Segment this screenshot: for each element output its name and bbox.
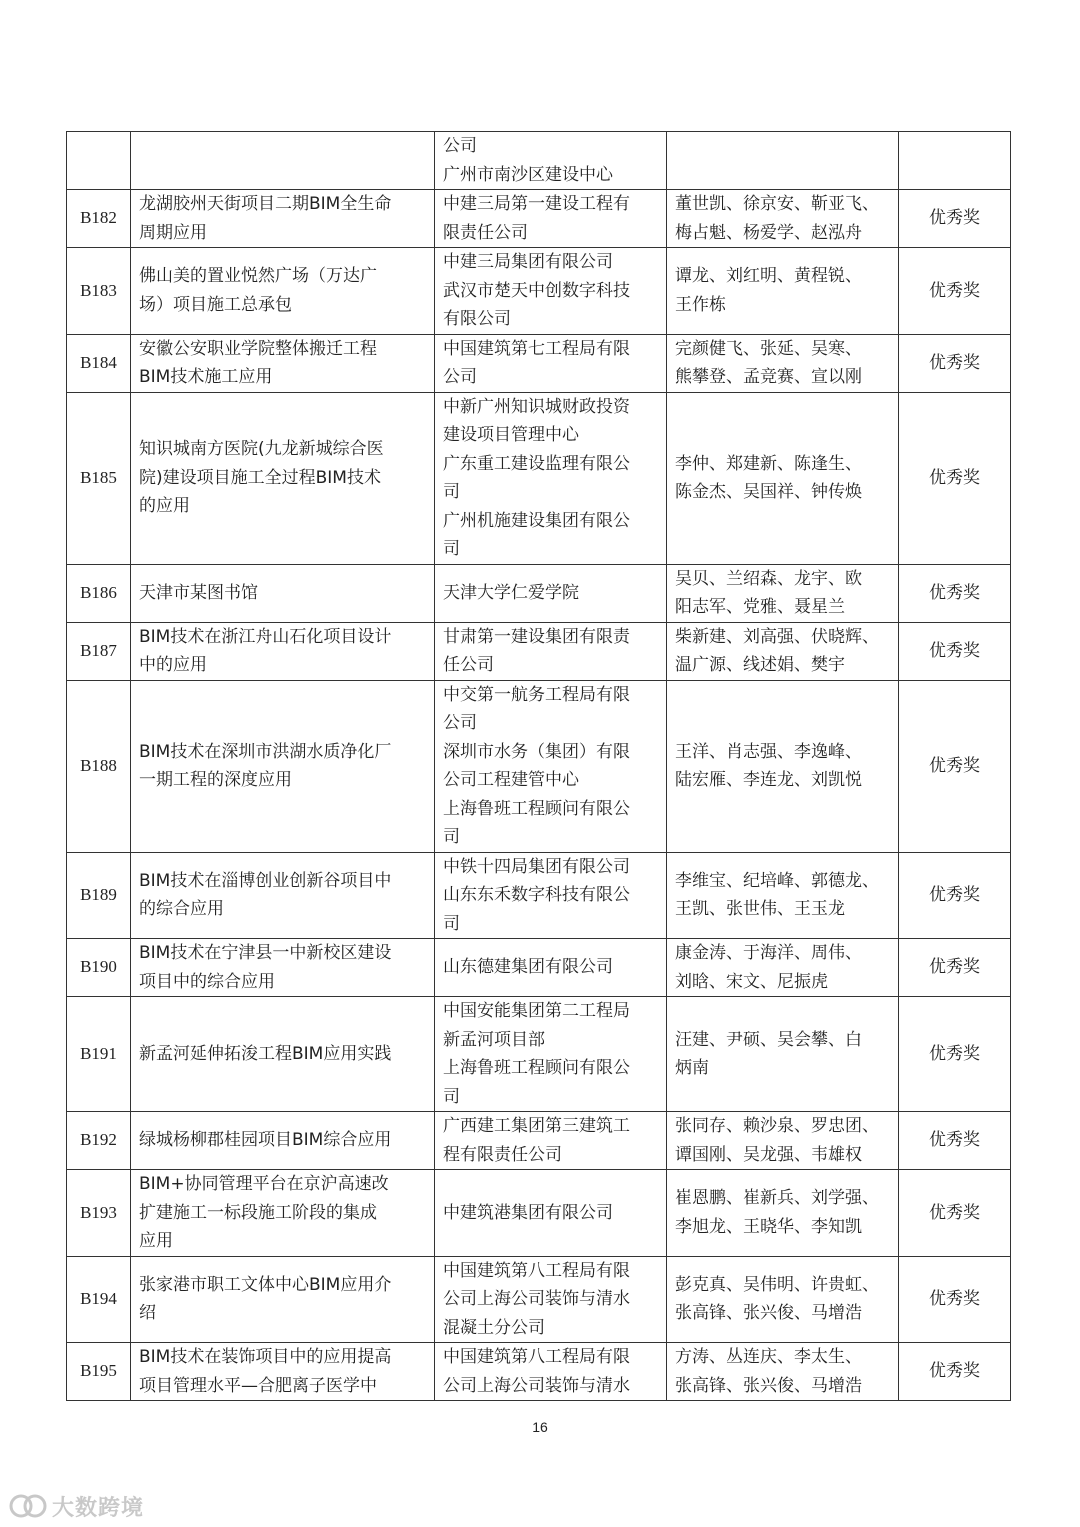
team-members-cell	[667, 622, 899, 680]
project-line: 的应用	[139, 496, 190, 517]
project-id-cell: B183	[67, 248, 131, 335]
table-row	[67, 939, 1011, 997]
organization-cell	[435, 132, 667, 190]
award-cell: 优秀奖	[899, 334, 1011, 392]
project-id-cell: B190	[67, 939, 131, 997]
team-members-cell	[667, 1170, 899, 1257]
awards-table-body	[67, 132, 1011, 1401]
organization-line: 任公司	[443, 655, 494, 675]
page-number: 16	[532, 1419, 548, 1435]
organization-cell	[435, 1170, 667, 1257]
project-id-cell: B191	[67, 997, 131, 1112]
team-members-cell	[667, 248, 899, 335]
organization-line: 公司上海公司装饰与清水	[443, 1375, 630, 1396]
team-members-line: 李维宝、纪培峰、郭德龙、	[675, 870, 879, 891]
table-row	[67, 622, 1011, 680]
project-id-cell: B185	[67, 392, 131, 564]
organization-cell	[435, 622, 667, 680]
organization-line: 限责任公司	[443, 222, 528, 243]
organization-line: 公司工程建管中心	[443, 770, 579, 790]
project-line: 中的应用	[139, 655, 207, 675]
organization-line: 山东东禾数字科技有限公	[443, 885, 630, 905]
project-name-cell	[131, 190, 435, 248]
team-members-line: 汪建、尹硕、吴会攀、白	[675, 1029, 862, 1050]
team-members-line: 熊攀登、孟竞赛、宣以刚	[675, 367, 862, 387]
award-cell: 优秀奖	[899, 1343, 1011, 1401]
team-members-line: 张高锋、张兴俊、马增浩	[675, 1303, 862, 1324]
award-cell: 优秀奖	[899, 852, 1011, 939]
project-line: 院)建设项目施工全过程BIM技术	[139, 467, 381, 488]
team-members-line: 柴新建、刘高强、伏晓辉、	[675, 626, 879, 647]
organization-line: 有限公司	[443, 309, 511, 329]
organization-line: 中国建筑第八工程局有限	[443, 1347, 630, 1367]
team-members-line: 温广源、线述娟、樊宇	[675, 655, 845, 675]
project-name-cell	[131, 334, 435, 392]
project-line: 知识城南方医院(九龙新城综合医	[139, 439, 384, 460]
project-name-cell	[131, 132, 435, 190]
project-line: 绍	[139, 1303, 156, 1324]
organization-line: 武汉市楚天中创数字科技	[443, 280, 630, 301]
organization-line: 程有限责任公司	[443, 1144, 562, 1165]
organization-line: 司	[443, 913, 460, 934]
team-members-cell	[667, 680, 899, 852]
project-id-cell: B184	[67, 334, 131, 392]
organization-cell	[435, 334, 667, 392]
award-cell	[899, 132, 1011, 190]
team-members-cell	[667, 132, 899, 190]
team-members-cell	[667, 334, 899, 392]
table-row	[67, 1343, 1011, 1401]
project-name-cell	[131, 1343, 435, 1401]
project-line: 张家港市职工文体中心BIM应用介	[139, 1274, 392, 1295]
organization-cell	[435, 564, 667, 622]
award-cell: 优秀奖	[899, 1170, 1011, 1257]
team-members-line: 完颜健飞、张延、吴寒、	[675, 338, 862, 359]
organization-line: 中新广州知识城财政投资	[443, 396, 630, 417]
organization-line: 中国建筑第七工程局有限	[443, 338, 630, 359]
project-name-cell	[131, 564, 435, 622]
organization-cell	[435, 190, 667, 248]
project-line: 扩建施工一标段施工阶段的集成	[139, 1202, 377, 1223]
team-members-line: 谭国刚、吴龙强、韦雄权	[675, 1144, 862, 1165]
organization-line: 公司	[443, 136, 477, 156]
organization-cell	[435, 248, 667, 335]
watermark-logo-icon	[8, 1493, 48, 1519]
organization-line: 上海鲁班工程顾问有限公	[443, 798, 630, 819]
project-line: 周期应用	[139, 222, 207, 243]
table-row	[67, 392, 1011, 564]
organization-line: 中铁十四局集团有限公司	[443, 856, 630, 877]
organization-cell	[435, 680, 667, 852]
team-members-line: 谭龙、刘红明、黄程锐、	[675, 266, 862, 287]
table-row	[67, 1112, 1011, 1170]
organization-line: 公司	[443, 713, 477, 733]
table-row	[67, 852, 1011, 939]
team-members-cell	[667, 1112, 899, 1170]
team-members-cell	[667, 392, 899, 564]
organization-line: 司	[443, 1086, 460, 1107]
project-id-cell	[67, 132, 131, 190]
organization-line: 广西建工集团第三建筑工	[443, 1116, 630, 1136]
team-members-cell	[667, 190, 899, 248]
organization-line: 中建筑港集团有限公司	[443, 1202, 613, 1223]
project-line: BIM+协同管理平台在京沪高速改	[139, 1174, 389, 1194]
table-row	[67, 334, 1011, 392]
team-members-line: 张同存、赖沙泉、罗忠团、	[675, 1116, 879, 1136]
table-row	[67, 190, 1011, 248]
organization-line: 甘肃第一建设集团有限责	[443, 626, 630, 647]
project-line: BIM技术在装饰项目中的应用提高	[139, 1347, 392, 1367]
team-members-cell	[667, 939, 899, 997]
project-name-cell	[131, 939, 435, 997]
team-members-cell	[667, 997, 899, 1112]
project-id-cell: B186	[67, 564, 131, 622]
table-row	[67, 997, 1011, 1112]
project-line: 的综合应用	[139, 899, 224, 920]
project-line: BIM技术施工应用	[139, 367, 273, 387]
team-members-line: 陆宏雁、李连龙、刘凯悦	[675, 770, 862, 790]
awards-table	[66, 131, 1011, 1401]
table-row	[67, 1256, 1011, 1343]
project-id-cell: B195	[67, 1343, 131, 1401]
project-line: BIM技术在淄博创业创新谷项目中	[139, 870, 392, 891]
project-line: BIM技术在宁津县一中新校区建设	[139, 943, 392, 963]
team-members-line: 彭克真、吴伟明、许贵虹、	[675, 1274, 879, 1295]
organization-line: 司	[443, 539, 460, 559]
award-cell: 优秀奖	[899, 248, 1011, 335]
project-line: 项目中的综合应用	[139, 971, 275, 992]
team-members-line: 董世凯、徐京安、靳亚飞、	[675, 194, 879, 214]
organization-cell	[435, 852, 667, 939]
project-id-cell: B187	[67, 622, 131, 680]
project-line: 佛山美的置业悦然广场（万达广	[139, 266, 377, 287]
team-members-line: 李仲、郑建新、陈逢生、	[675, 453, 862, 474]
organization-line: 中国安能集团第二工程局	[443, 1001, 630, 1021]
organization-cell	[435, 1112, 667, 1170]
organization-line: 混凝土分公司	[443, 1317, 545, 1338]
organization-line: 公司	[443, 367, 477, 387]
table-row	[67, 1170, 1011, 1257]
award-cell: 优秀奖	[899, 1256, 1011, 1343]
project-name-cell	[131, 680, 435, 852]
team-members-line: 炳南	[675, 1058, 709, 1078]
award-cell: 优秀奖	[899, 680, 1011, 852]
project-name-cell	[131, 248, 435, 335]
project-name-cell	[131, 392, 435, 564]
project-id-cell: B182	[67, 190, 131, 248]
project-line: BIM技术在深圳市洪湖水质净化厂	[139, 741, 392, 762]
project-name-cell	[131, 622, 435, 680]
award-cell: 优秀奖	[899, 1112, 1011, 1170]
organization-line: 上海鲁班工程顾问有限公	[443, 1058, 630, 1078]
organization-line: 中建三局第一建设工程有	[443, 194, 630, 214]
watermark-text: 大数跨境	[52, 1495, 145, 1521]
project-line: 场）项目施工总承包	[139, 294, 292, 315]
team-members-line: 李旭龙、王晓华、李知凯	[675, 1216, 862, 1237]
team-members-line: 王洋、肖志强、李逸峰、	[675, 741, 862, 762]
organization-cell	[435, 392, 667, 564]
organization-cell	[435, 1343, 667, 1401]
organization-line: 天津大学仁爱学院	[443, 582, 579, 603]
organization-line: 中建三局集团有限公司	[443, 252, 613, 272]
project-line: 龙湖胶州天街项目二期BIM全生命	[139, 194, 392, 214]
organization-line: 广州市南沙区建设中心	[443, 164, 613, 185]
project-id-cell: B194	[67, 1256, 131, 1343]
award-cell: 优秀奖	[899, 190, 1011, 248]
award-cell: 优秀奖	[899, 997, 1011, 1112]
project-name-cell	[131, 1256, 435, 1343]
project-name-cell	[131, 852, 435, 939]
team-members-cell	[667, 1343, 899, 1401]
team-members-line: 崔恩鹏、崔新兵、刘学强、	[675, 1188, 879, 1209]
project-line: 绿城杨柳郡桂园项目BIM综合应用	[139, 1130, 392, 1151]
project-id-cell: B189	[67, 852, 131, 939]
table-row	[67, 132, 1011, 190]
award-cell: 优秀奖	[899, 392, 1011, 564]
team-members-line: 王作栋	[675, 294, 726, 315]
project-name-cell	[131, 1112, 435, 1170]
organization-cell	[435, 939, 667, 997]
project-line: BIM技术在浙江舟山石化项目设计	[139, 626, 392, 647]
organization-line: 司	[443, 827, 460, 847]
organization-line: 司	[443, 482, 460, 502]
organization-line: 中交第一航务工程局有限	[443, 684, 630, 705]
award-cell: 优秀奖	[899, 564, 1011, 622]
organization-line: 广东重工建设监理有限公	[443, 453, 630, 474]
table-row	[67, 248, 1011, 335]
award-cell: 优秀奖	[899, 939, 1011, 997]
team-members-line: 刘晗、宋文、尼振虎	[675, 971, 828, 992]
team-members-line: 王凯、张世伟、王玉龙	[675, 899, 845, 920]
organization-line: 深圳市水务（集团）有限	[443, 741, 630, 762]
project-id-cell: B188	[67, 680, 131, 852]
team-members-line: 张高锋、张兴俊、马增浩	[675, 1375, 862, 1396]
project-name-cell	[131, 997, 435, 1112]
team-members-line: 方涛、丛连庆、李太生、	[675, 1347, 862, 1367]
team-members-cell	[667, 852, 899, 939]
team-members-line: 吴贝、兰绍森、龙宇、欧	[675, 568, 862, 589]
project-line: 新孟河延伸拓浚工程BIM应用实践	[139, 1043, 392, 1064]
project-id-cell: B192	[67, 1112, 131, 1170]
project-id-cell: B193	[67, 1170, 131, 1257]
organization-line: 新孟河项目部	[443, 1029, 545, 1050]
project-name-cell	[131, 1170, 435, 1257]
team-members-line: 阳志军、党雅、聂星兰	[675, 597, 845, 617]
project-line: 应用	[139, 1231, 173, 1251]
table-row	[67, 564, 1011, 622]
watermark	[8, 1491, 144, 1521]
organization-line: 广州机施建设集团有限公	[443, 510, 630, 531]
organization-cell	[435, 997, 667, 1112]
organization-line: 建设项目管理中心	[443, 425, 579, 445]
team-members-cell	[667, 1256, 899, 1343]
team-members-line: 康金涛、于海洋、周伟、	[675, 943, 862, 963]
project-line: 安徽公安职业学院整体搬迁工程	[139, 338, 377, 359]
award-cell: 优秀奖	[899, 622, 1011, 680]
organization-cell	[435, 1256, 667, 1343]
team-members-cell	[667, 564, 899, 622]
organization-line: 公司上海公司装饰与清水	[443, 1289, 630, 1309]
team-members-line: 陈金杰、吴国祥、钟传焕	[675, 482, 862, 502]
project-line: 一期工程的深度应用	[139, 770, 292, 790]
team-members-line: 梅占魁、杨爱学、赵泓舟	[675, 222, 862, 243]
project-line: 项目管理水平—合肥离子医学中	[139, 1375, 377, 1396]
table-row	[67, 680, 1011, 852]
project-line: 天津市某图书馆	[139, 582, 258, 603]
organization-line: 山东德建集团有限公司	[443, 957, 613, 978]
organization-line: 中国建筑第八工程局有限	[443, 1260, 630, 1281]
